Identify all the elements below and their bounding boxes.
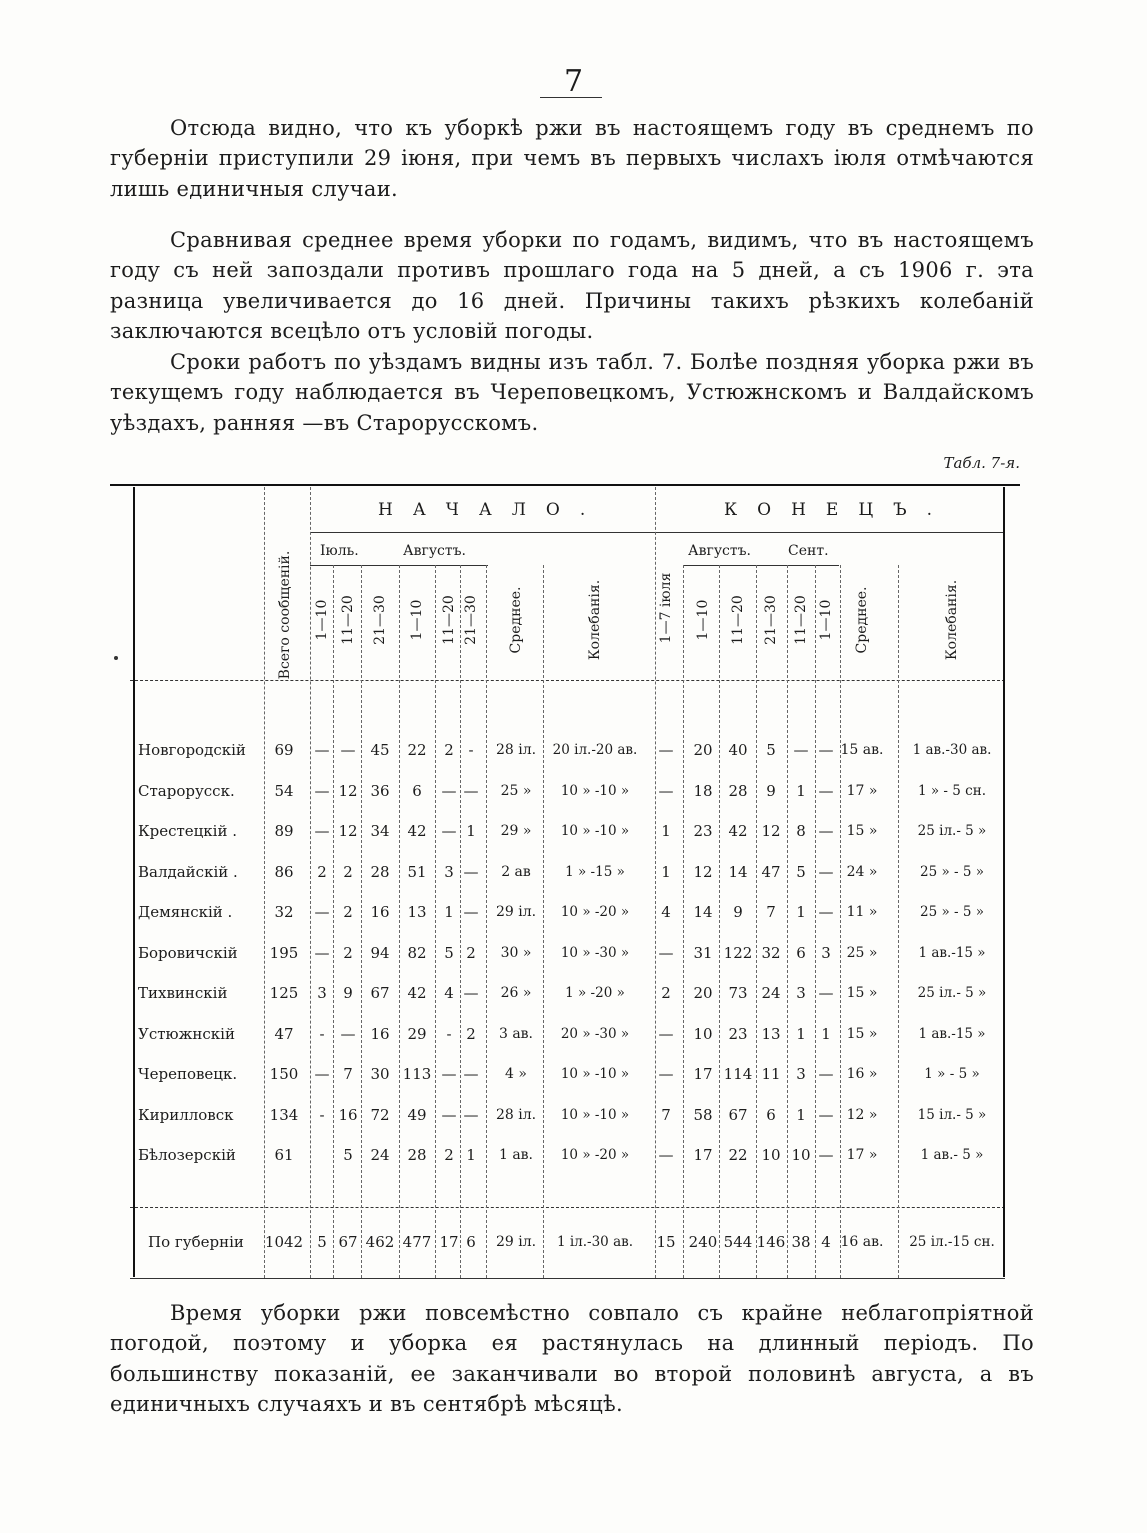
row-cell: 12 [693,862,713,881]
row-cell: — [818,903,834,921]
row-cell: 29 [407,1024,427,1043]
row-cell: 3 ав. [498,1025,534,1042]
row-cell: — [818,1105,834,1124]
header-end-col [728,565,748,675]
row-cell: 17 » [846,1147,878,1163]
row-cell: 6 [466,1233,476,1251]
row-cell: 58 [693,1105,713,1124]
header-start-col-label: 21—30 [463,595,479,645]
row-cell: 28 [407,1146,427,1164]
row-cell: 34 [370,822,390,840]
row-cell: — [818,781,834,800]
header-end-col-label: 11—20 [730,595,746,645]
row-cell: 32 [274,903,294,921]
row-cell: — [463,1105,479,1124]
row-district-name: Бѣлозерскій [138,1146,236,1164]
group-end-rule [656,532,1004,533]
row-cell: — [463,781,479,800]
row-district-name: Череповецк. [138,1065,238,1083]
row-cell: — [314,822,330,840]
row-cell: — [314,943,330,962]
row-cell: 10 » -10 » [560,1066,630,1082]
row-cell: 5 [343,1146,353,1164]
row-cell: 82 [407,943,427,962]
row-cell: 5 [766,741,776,759]
row-cell: — [818,862,834,881]
row-cell: 22 [728,1146,748,1164]
row-cell: 89 [274,822,294,840]
row-cell: — [658,1146,674,1164]
row-cell: 134 [269,1105,299,1124]
row-cell: 5 [796,862,806,881]
row-cell: 13 [761,1024,781,1043]
header-start-col-label: 11—20 [340,595,356,645]
row-cell: 8 [796,822,806,840]
row-cell: 3 [821,943,831,962]
row-district-name: Кирилловск [138,1105,234,1124]
row-cell: 86 [274,862,294,881]
row-cell: — [658,943,674,962]
row-cell: 5 [444,943,454,962]
row-cell: 20 іл.-20 ав. [552,742,638,758]
row-cell: 122 [723,943,753,962]
header-start-col [585,565,605,675]
table-row [0,896,1147,928]
row-cell: 2 [444,1146,454,1164]
row-cell: 67 [338,1233,358,1251]
row-cell: 1 [796,781,806,800]
row-cell: 1 [796,1105,806,1124]
header-end: КОНЕЦЪ. [724,500,953,520]
header-start-col [338,565,358,675]
header-end-col [816,565,836,675]
row-cell: — [441,822,457,840]
row-cell: 40 [728,741,748,759]
row-cell: — [818,1146,834,1164]
table-caption: Табл. 7-я. [943,454,1020,472]
row-cell: 36 [370,781,390,800]
row-district-name: Демянскій . [138,903,233,921]
row-cell: — [314,903,330,921]
row-cell: 2 [343,943,353,962]
row-cell: 10 [693,1024,713,1043]
row-cell: 10 » -10 » [560,782,630,799]
header-start: НАЧАЛО. [378,500,606,520]
row-cell: 2 [444,741,454,759]
row-district-name: Боровичскій [138,943,238,962]
table-total-row [0,1226,1147,1258]
row-cell: 544 [723,1233,753,1251]
table-row [0,1139,1147,1171]
row-cell: 51 [407,862,427,881]
row-cell: 2 [661,984,671,1002]
row-cell: 11 [761,1065,781,1083]
header-end-col-label: Колебанія. [944,579,960,661]
row-cell: 10 » -20 » [560,904,630,920]
row-cell: — [658,1065,674,1083]
row-cell: 28 іл. [495,742,537,758]
row-cell: — [441,1105,457,1124]
row-cell: — [314,741,330,759]
table-bottom-rule [130,1278,1005,1279]
row-cell: 4 [444,984,454,1002]
header-start-col [312,565,332,675]
row-cell: 29 іл. [495,1234,537,1250]
row-cell: 1 » - 5 » [924,1066,980,1082]
row-cell: 67 [728,1105,748,1124]
header-end-col-label: 1—10 [818,599,834,641]
table-row [0,1018,1147,1050]
row-cell: 12 [761,822,781,840]
row-cell: — [818,1065,834,1083]
row-cell: 1 іл.-30 ав. [556,1234,634,1250]
row-cell: — [463,1065,479,1083]
row-cell: 15 » [846,1025,878,1042]
header-end-col [942,565,962,675]
row-cell: 5 [317,1233,327,1251]
row-cell: 7 [661,1105,671,1124]
row-cell: 2 [343,862,353,881]
row-cell: 195 [269,943,299,962]
header-start-col [407,565,427,675]
header-august: Августъ. [403,543,466,559]
row-cell: 18 [693,781,713,800]
row-cell: — [658,741,674,759]
table-row [0,1058,1147,1090]
row-cell: 10 » -30 » [560,944,630,961]
table-row [0,937,1147,969]
row-cell: 9 [733,903,743,921]
row-cell: 477 [402,1233,432,1251]
header-end-col [791,565,811,675]
table-header-rule [130,680,1005,681]
row-cell [312,1139,332,1171]
row-cell: — [314,781,330,800]
row-cell: 1 [444,903,454,921]
row-cell: 125 [269,984,299,1002]
row-cell: 28 іл. [495,1106,537,1123]
row-district-name: По губерніи [148,1233,244,1251]
header-start-col-label: 1—10 [314,599,330,641]
paragraph-2-text: Сравнивая среднее время уборки по годамъ, видимъ, что въ настоящемъ году съ ней запоздали противъ прошлаго года на 5 дней, а съ 1906 г. эта разница увеличивается до 16 дней. Причины такихъ рѣзкихъ колебаній заключаются всецѣло отъ условій погоды. [110,228,1034,343]
header-end-col [761,565,781,675]
row-cell: 1 [466,822,476,840]
row-cell: 28 [728,781,748,800]
row-cell: 14 [693,903,713,921]
row-cell: 10 [791,1146,811,1164]
row-cell: - [319,1024,325,1043]
header-start-col [370,565,390,675]
row-cell: 1 [796,903,806,921]
row-cell: 24 » [846,863,878,880]
header-sept: Сент. [788,543,829,559]
row-cell: 15 [656,1233,676,1251]
row-cell: 16 [370,1024,390,1043]
row-cell: 1 ав. [498,1147,534,1163]
row-cell: 7 [343,1065,353,1083]
row-cell: — [441,781,457,800]
row-cell: 12 [338,822,358,840]
row-cell: 67 [370,984,390,1002]
row-cell: 23 [728,1024,748,1043]
table-row [0,856,1147,888]
row-cell: — [340,1024,356,1043]
row-cell: 61 [274,1146,294,1164]
row-cell: 3 [317,984,327,1002]
row-cell: 1 » -15 » [565,863,625,880]
row-cell: 12 [338,781,358,800]
paragraph-4-text: Время уборки ржи повсемѣстно совпало съ крайне неблагопріятной погодой, поэтому и уборка ея растянулась на длинный періодъ. По большинству показаній, ее заканчивали во второй половинѣ августа, а въ единичныхъ случаяхъ и въ сентябрѣ мѣсяцѣ. [110,1301,1034,1416]
row-cell: 25 іл.- 5 » [917,985,987,1001]
row-cell: — [658,1024,674,1043]
row-cell: 1 ав.-15 » [918,944,986,961]
row-district-name: Тихвинскій [138,984,228,1002]
header-start-col-label: 11—20 [441,595,457,645]
row-cell: 42 [728,822,748,840]
row-cell: — [314,1065,330,1083]
row-cell: 17 [693,1065,713,1083]
row-cell: 6 [412,781,422,800]
row-cell: 42 [407,822,427,840]
row-cell: 462 [365,1233,395,1251]
table-total-rule [130,1207,1005,1208]
row-cell: 25 » - 5 » [919,863,984,880]
row-cell: 240 [688,1233,718,1251]
row-cell: — [818,984,834,1002]
row-cell: 1 ав.- 5 » [920,1147,984,1163]
row-cell: 1 » -20 » [565,985,625,1001]
row-cell: 20 [693,741,713,759]
row-cell: 2 ав [501,863,531,880]
table-row [0,775,1147,807]
row-cell: 24 [761,984,781,1002]
row-cell: - [468,741,474,759]
row-cell: 15 » [846,985,878,1001]
row-cell: 25 » - 5 » [919,904,984,920]
row-cell: - [446,1024,452,1043]
header-start-col [439,565,459,675]
row-cell: 73 [728,984,748,1002]
row-cell: 3 [444,862,454,881]
row-cell: 1 » - 5 сн. [917,782,986,799]
row-cell: 24 [370,1146,390,1164]
page-number: 7 [563,64,584,99]
row-cell: 1 [796,1024,806,1043]
row-district-name: Валдайскій . [138,862,238,881]
row-district-name: Устюжнскій [138,1024,235,1043]
row-cell: 6 [766,1105,776,1124]
row-cell: 13 [407,903,427,921]
row-cell: — [463,903,479,921]
row-cell: 25 » [846,944,878,961]
row-cell: 22 [407,741,427,759]
row-cell: 1 [821,1024,831,1043]
header-start-col-label: Колебанія. [587,579,603,661]
header-start-col [506,565,526,675]
header-end-col-label: 1—7 іюля [658,572,674,643]
header-end-col [693,565,713,675]
table-row [0,734,1147,766]
paragraph-3-text: Сроки работъ по уѣздамъ видны изъ табл. 7. Болѣе поздняя уборка ржи въ текущемъ году наблюдается въ Череповецкомъ, Устюжнскомъ и Валдайскомъ уѣздахъ, ранняя —въ Старорусскомъ. [110,350,1034,435]
row-cell: 72 [370,1105,390,1124]
row-cell: — [441,1065,457,1083]
row-cell: 9 [343,984,353,1002]
row-district-name: Новгородскій [138,741,246,759]
row-cell: 150 [269,1065,299,1083]
row-cell: 15 » [846,823,878,839]
row-cell: 29 іл. [495,904,537,920]
row-cell: 47 [274,1024,294,1043]
margin-dot [114,656,118,660]
row-cell: — [658,781,674,800]
row-cell: 26 » [500,985,532,1001]
row-cell: 1 ав.-15 » [918,1025,986,1042]
row-cell: 1 [661,862,671,881]
row-cell: 49 [407,1105,427,1124]
row-cell: 10 » -10 » [560,1106,630,1123]
row-cell: - [319,1105,325,1124]
row-cell: — [818,741,834,759]
row-cell: — [340,741,356,759]
row-cell: 38 [791,1233,811,1251]
row-cell: 30 [370,1065,390,1083]
header-end-col [656,540,676,675]
paragraph-4 [110,1298,1034,1419]
table-row [0,815,1147,847]
row-cell: 17 » [846,782,878,799]
row-cell: 16 » [846,1066,878,1082]
row-cell: 2 [317,862,327,881]
row-cell: 42 [407,984,427,1002]
header-end-col-label: Среднее. [854,586,870,654]
row-cell: 16 ав. [840,1234,884,1250]
row-district-name: Старорусск. [138,781,235,800]
row-cell: 3 [796,1065,806,1083]
row-cell: 1 [661,822,671,840]
row-cell: 30 » [500,944,532,961]
row-cell: 16 [338,1105,358,1124]
row-cell: 20 [693,984,713,1002]
row-cell: — [463,984,479,1002]
paragraph-1-text: Отсюда видно, что къ уборкѣ ржи въ настоящемъ году въ среднемъ по губерніи приступили 29 іюня, при чемъ въ первыхъ числахъ іюля отмѣчаются лишь единичныя случаи. [110,116,1034,201]
row-cell: 45 [370,741,390,759]
row-cell: 10 » -10 » [560,823,630,839]
row-cell: 114 [723,1065,753,1083]
row-cell: — [793,741,809,759]
row-cell: 1 ав.-30 ав. [912,742,992,758]
header-start-col-label: Среднее. [508,586,524,654]
row-cell: 54 [274,781,294,800]
table-top-rule [110,484,1020,486]
row-cell: 25 іл.- 5 » [917,823,987,839]
row-cell: 32 [761,943,781,962]
row-cell: 3 [796,984,806,1002]
row-cell: 10 » -20 » [560,1147,630,1163]
row-cell: 12 » [846,1106,878,1123]
row-cell: 29 » [500,823,532,839]
row-cell: 20 » -30 » [560,1025,630,1042]
row-cell: — [463,862,479,881]
row-cell: 2 [343,903,353,921]
row-district-name: Крестецкій . [138,822,238,840]
row-cell: 10 [761,1146,781,1164]
row-cell: 4 [821,1233,831,1251]
row-cell: 11 » [846,904,878,920]
table-row [0,1099,1147,1131]
row-cell: 146 [756,1233,786,1251]
row-cell: 17 [439,1233,459,1251]
row-cell: 9 [766,781,776,800]
row-cell: 17 [693,1146,713,1164]
row-cell: 47 [761,862,781,881]
header-total-reports: Всего сообщеній. [277,550,293,680]
header-august-end: Августъ. [688,543,751,559]
row-cell: 2 [466,943,476,962]
row-cell: 15 іл.- 5 » [917,1106,987,1123]
header-july: Іюль. [320,543,359,559]
header-start-col-label: 1—10 [409,599,425,641]
header-start-col [461,565,481,675]
row-cell: 15 ав. [840,742,884,758]
row-cell: 2 [466,1024,476,1043]
row-cell: 14 [728,862,748,881]
row-cell: 94 [370,943,390,962]
row-cell: 69 [274,741,294,759]
row-cell: 4 [661,903,671,921]
row-cell: 28 [370,862,390,881]
table-row [0,977,1147,1009]
row-cell: 16 [370,903,390,921]
row-cell: 25 іл.-15 сн. [909,1234,995,1250]
group-start-rule [310,532,655,533]
row-cell: 113 [402,1065,432,1083]
header-end-col [852,565,872,675]
header-end-col-label: 21—30 [763,595,779,645]
row-cell: — [818,822,834,840]
row-cell: 4 » [505,1066,527,1082]
row-cell: 1042 [264,1233,304,1251]
header-end-col-label: 11—20 [793,595,809,645]
row-cell: 6 [796,943,806,962]
header-start-col-label: 21—30 [372,595,388,645]
row-cell: 25 » [500,782,532,799]
row-cell: 7 [766,903,776,921]
row-cell: 31 [693,943,713,962]
row-cell: 23 [693,822,713,840]
row-cell: 1 [466,1146,476,1164]
header-end-col-label: 1—10 [695,599,711,641]
